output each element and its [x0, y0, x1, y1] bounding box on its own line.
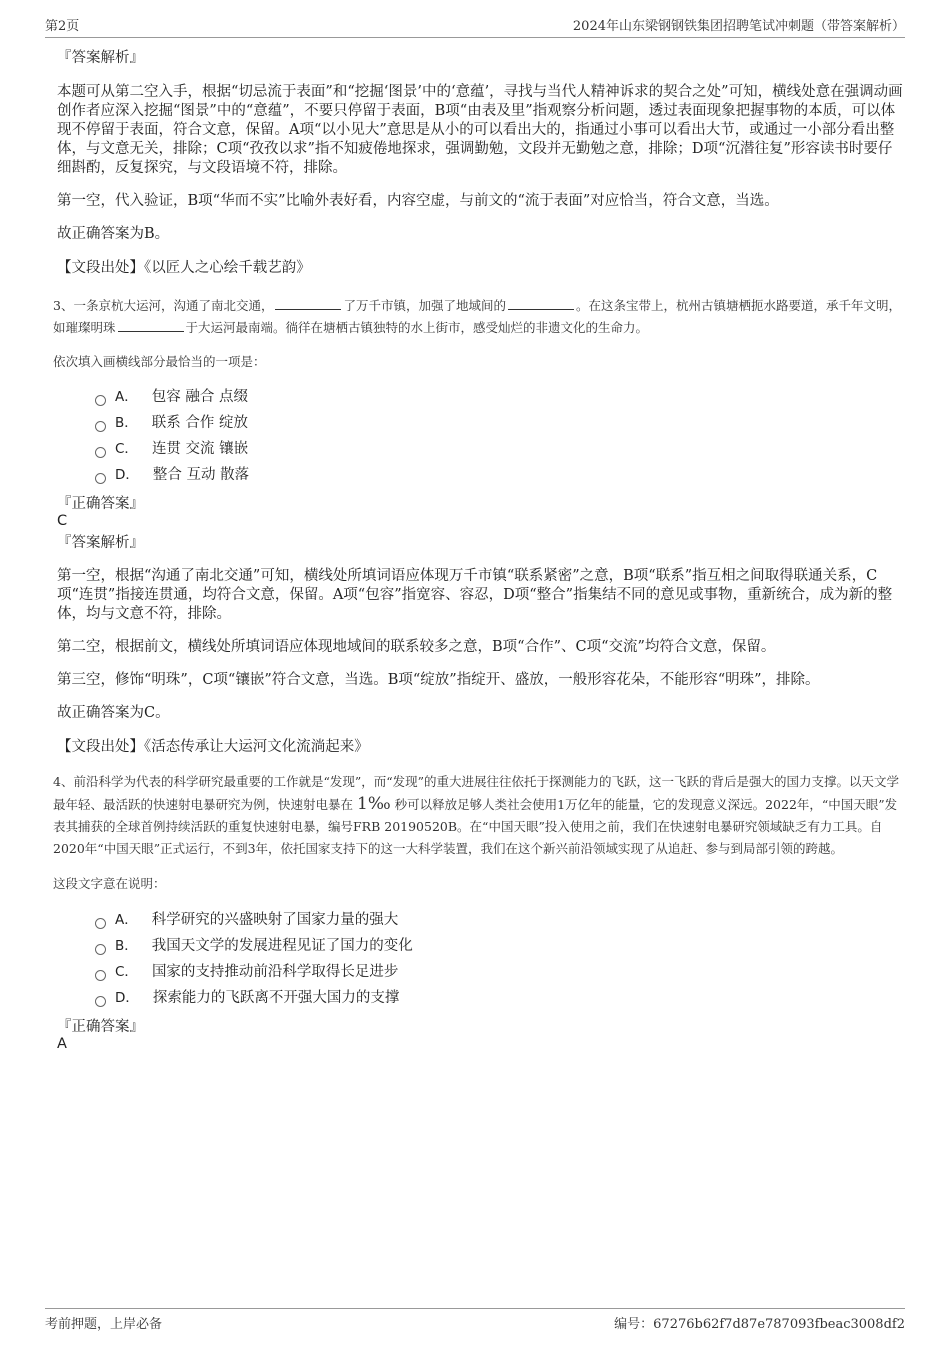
q3-correct-answer: C	[57, 513, 68, 529]
option-text: 整合 互动 散落	[152, 467, 250, 483]
radio-icon[interactable]	[95, 395, 106, 406]
radio-icon[interactable]	[95, 944, 106, 955]
page-content	[53, 46, 905, 1052]
q2-analysis-label: 『答案解析』	[57, 50, 144, 66]
q3-option-c[interactable]: C． 连贯 交流 镶嵌	[95, 436, 905, 462]
q3-analysis-paragraph-3: 第三空，修饰“明珠”，C项“镶嵌”符合文意，当选。B项“绽放”指绽开、盛放，一般形容花朵，不能形容“明珠”，排除。	[57, 672, 820, 688]
q2-analysis-paragraph-1: 本题可从第二空入手，根据“切忌流于表面”和“挖掘‘图景’中的‘意蕴’，寻找与当代人精神诉求的契合之处”可知，横线处意在强调动画创作者应深入挖掘“图景”中的“意蕴”，不要只停留于表面，B项“由表及里”指观察分析问题，透过表面现象把握事物的本质，可以体现不停留于表面，符合文意，保留。A项“以小见大”意思是从小的可以看出大的，指通过小事可以看出大节，或通过一小部分看出整体，与文意无关，排除；C项“孜孜以求”指不知疲倦地探求，强调勤勉，文段并无勤勉之意，排除；D项“沉潜往复”形容读书时要仔细斟酌，反复探究，与文段语境不符，排除。	[57, 84, 903, 176]
blank-1	[275, 297, 341, 310]
q4-option-a[interactable]: A． 科学研究的兴盛映射了国家力量的强大	[95, 907, 905, 933]
radio-icon[interactable]	[95, 473, 106, 484]
option-text: 探索能力的飞跃离不开强大国力的支撑	[152, 990, 400, 1006]
q3-option-b[interactable]: B． 联系 合作 绽放	[95, 410, 905, 436]
page-number: 第2页	[45, 19, 80, 34]
option-text: 包容 融合 点缀	[151, 389, 248, 405]
q4-correct-label: 『正确答案』	[57, 1019, 144, 1035]
q3-analysis-paragraph-2: 第二空，根据前文，横线处所填词语应体现地域间的联系较多之意，B项“合作”、C项“交流”均符合文意，保留。	[57, 639, 776, 655]
q4-correct-answer: A	[57, 1036, 67, 1052]
q4-option-d[interactable]: D． 探索能力的飞跃离不开强大国力的支撑	[95, 985, 905, 1011]
q2-source: 【文段出处】《以匠人之心绘千载艺韵》	[57, 260, 311, 276]
option-text: 科学研究的兴盛映射了国家力量的强大	[151, 912, 399, 928]
q3-analysis-paragraph-1: 第一空，根据“沟通了南北交通”可知，横线处所填词语应体现万千市镇“联系紧密”之意，B项“联系”指互相之间取得联通关系，C项“连贯”指接连贯通，均符合文意，保留。A项“包容”指宽容、容忍，D项“整合”指集结不同的意见或事物，重新统合，成为新的整体，均与文意不符，排除。	[57, 568, 893, 622]
radio-icon[interactable]	[95, 970, 106, 981]
document-id: 编号：67276b62f7d87e787093fbeac3008df2	[614, 1316, 905, 1332]
q3-option-a[interactable]: A． 包容 融合 点缀	[95, 384, 905, 410]
q4-option-c[interactable]: C． 国家的支持推动前沿科学取得长足进步	[95, 959, 905, 985]
q3-correct-label: 『正确答案』	[57, 496, 144, 512]
q4-question	[53, 771, 905, 860]
q3-text-c: 。在这条宝带上，杭州古镇塘栖扼水路要道，承千年文明，如璀璨明珠	[53, 298, 901, 335]
page-footer	[45, 1308, 905, 1332]
radio-icon[interactable]	[95, 447, 106, 458]
page-header	[45, 12, 905, 38]
q3-text-b: 了万千市镇，加强了地域间的	[343, 298, 506, 313]
q3-analysis-label: 『答案解析』	[57, 535, 144, 551]
q3-source: 【文段出处】《活态传承让大运河文化流淌起来》	[57, 739, 369, 755]
blank-2	[508, 297, 574, 310]
q2-answer-statement: 故正确答案为B。	[57, 226, 170, 242]
q4-text-a: 4、前沿科学为代表的科学研究最重要的工作就是“发现”，而“发现”的重大进展往往依托于探测能力的飞跃，这一飞跃的背后是强大的国力支撑。以天文学最年轻、最活跃的快速射电暴研究为例，快速射电暴在	[53, 774, 900, 812]
permille-value: 1‰	[357, 794, 391, 814]
radio-icon[interactable]	[95, 996, 106, 1007]
q4-text-b: 秒可以释放足够人类社会使用1万亿年的能量，它的发现意义深远。2022年，“中国天眼”发表其捕获的全球首例持续活跃的重复快速射电暴，编号FRB 20190520B。在“中国天眼”投入使用之前，我们在快速射电暴研究领域缺乏有力工具。自2020年“中国天眼”正式运行，不到3年，依托国家支持下的这一大科学装置，我们在这个新兴前沿领域实现了从追赶、参与到局部引领的跨越。	[53, 797, 898, 856]
q2-analysis-paragraph-2: 第一空，代入验证，B项“华而不实”比喻外表好看，内容空虚，与前文的“流于表面”对应恰当，符合文意，当选。	[57, 193, 779, 209]
option-text: 国家的支持推动前沿科学取得长足进步	[151, 964, 399, 980]
footer-slogan: 考前押题，上岸必备	[45, 1316, 163, 1332]
document-title: 2024年山东梁钢钢铁集团招聘笔试冲刺题（带答案解析）	[572, 19, 905, 34]
q3-options	[57, 384, 905, 488]
q4-option-b[interactable]: B． 我国天文学的发展进程见证了国力的变化	[95, 933, 905, 959]
radio-icon[interactable]	[95, 421, 106, 432]
q3-text-a: 3、一条京杭大运河，沟通了南北交通，	[53, 298, 274, 313]
option-text: 我国天文学的发展进程见证了国力的变化	[151, 938, 413, 954]
q3-question	[53, 295, 905, 339]
option-text: 联系 合作 绽放	[151, 415, 248, 431]
blank-3	[118, 319, 184, 332]
q3-text-d: 于大运河最南端。徜徉在塘栖古镇独特的水上街市，感受灿烂的非遗文化的生命力。	[185, 320, 649, 335]
q3-prompt: 依次填入画横线部分最恰当的一项是：	[53, 354, 266, 369]
option-text: 连贯 交流 镶嵌	[151, 441, 249, 457]
radio-icon[interactable]	[95, 918, 106, 929]
q3-answer-statement: 故正确答案为C。	[57, 705, 170, 721]
q4-options	[57, 907, 905, 1011]
q4-prompt: 这段文字意在说明：	[53, 876, 166, 891]
q3-option-d[interactable]: D． 整合 互动 散落	[95, 462, 905, 488]
